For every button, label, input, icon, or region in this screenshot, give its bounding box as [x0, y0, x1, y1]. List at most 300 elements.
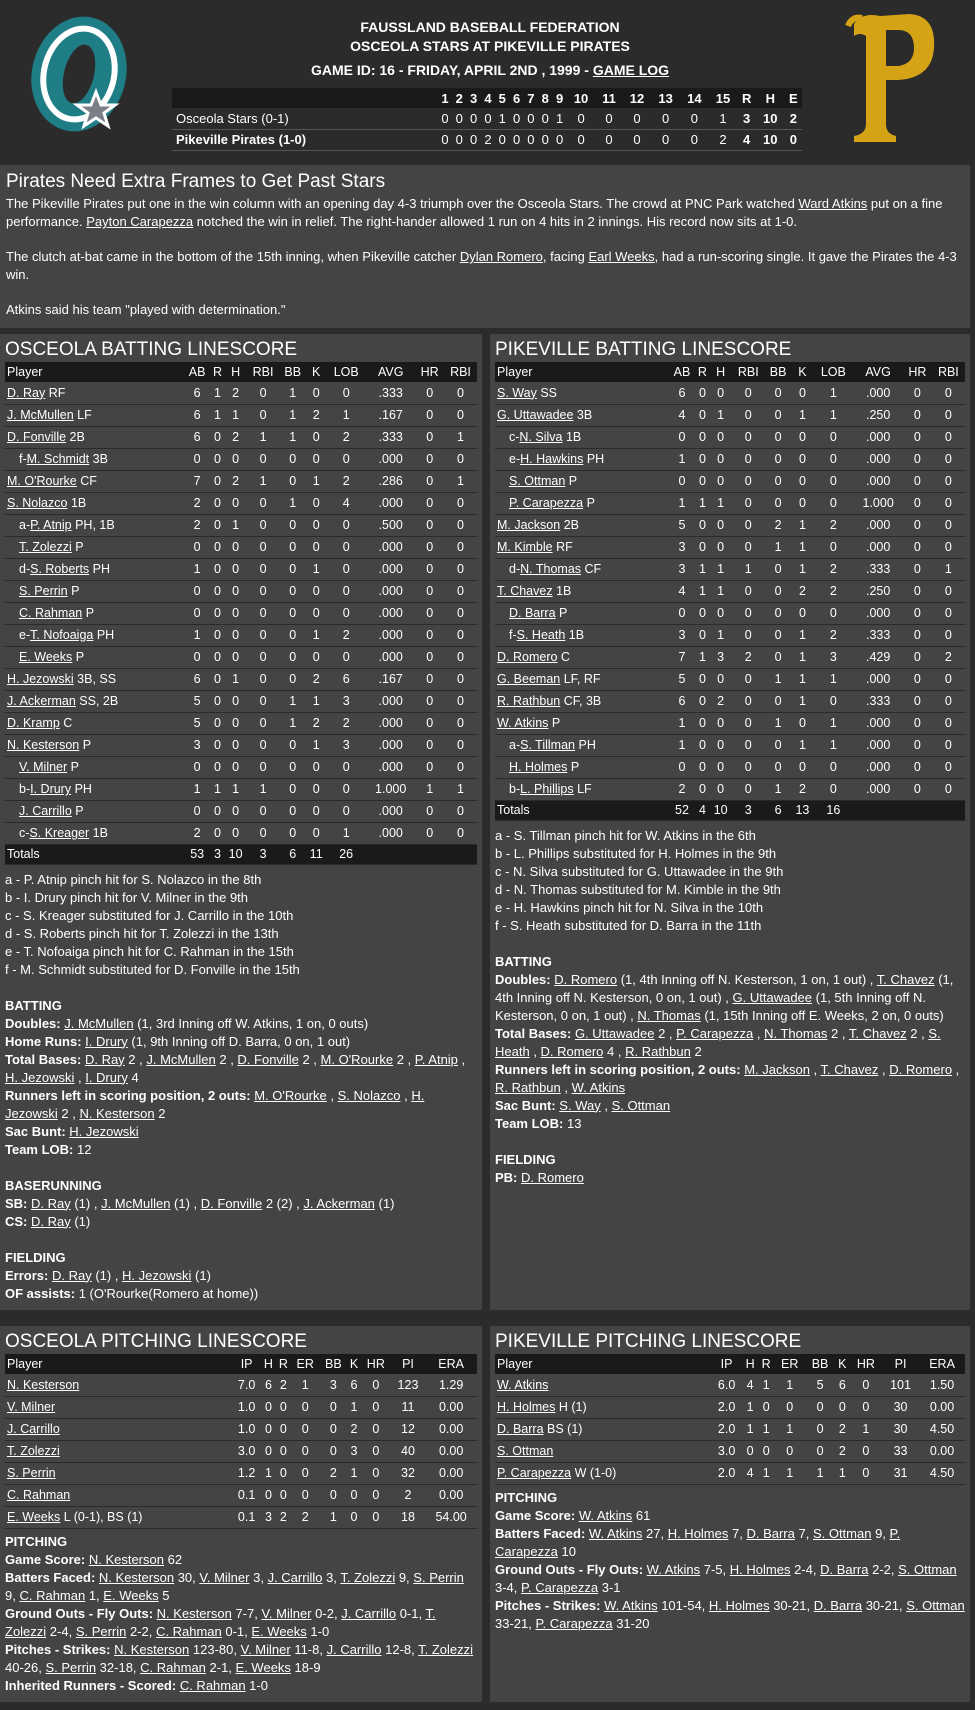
column-header: AVG	[853, 362, 903, 382]
player-link[interactable]: D. Romero	[521, 1169, 584, 1185]
player-link[interactable]: G. Uttawadee	[574, 1025, 655, 1041]
player-link[interactable]: E. Weeks	[103, 1587, 159, 1603]
player-link[interactable]: H. Holmes	[708, 1597, 770, 1613]
player-link[interactable]: S. Kreager	[29, 826, 90, 840]
player-link[interactable]: P. Carapezza	[497, 1466, 572, 1480]
stat-cell: 0	[210, 558, 224, 580]
player-link[interactable]: D. Ray	[51, 1267, 92, 1283]
player-row	[495, 470, 965, 492]
player-link[interactable]: T. Chavez	[497, 584, 553, 598]
player-link[interactable]: I. Drury	[85, 1033, 128, 1049]
player-link[interactable]: S. Roberts	[30, 562, 90, 576]
player-link[interactable]: P. Atnip	[414, 1051, 458, 1067]
stat-text: ,	[753, 1025, 765, 1041]
inning-header: 13	[651, 88, 680, 108]
player-row	[495, 602, 965, 624]
player-link[interactable]: N. Kesterson	[156, 1605, 232, 1621]
player-link[interactable]: N. Silva	[519, 430, 563, 444]
stat-label: Game Score:	[5, 1551, 89, 1567]
player-position: CF	[584, 562, 602, 576]
player-link[interactable]: T. Chavez	[820, 1061, 879, 1077]
stat-cell: 1	[695, 492, 709, 514]
stat-text: 7-7,	[231, 1605, 262, 1621]
player-link[interactable]: T. Zolezzi	[340, 1569, 396, 1585]
sub-prefix: a-	[19, 518, 31, 532]
player-link[interactable]: S. Perrin	[7, 1466, 56, 1480]
stat-cell: 1	[695, 558, 709, 580]
stat-label: SB:	[5, 1195, 31, 1211]
player-link[interactable]: I. Drury	[85, 1069, 128, 1085]
stat-cell: 0	[225, 756, 247, 778]
player-link[interactable]: J. Ackerman	[303, 1195, 375, 1211]
player-link[interactable]: G. Beeman	[497, 672, 561, 686]
player-link[interactable]: D. Fonville	[200, 1195, 263, 1211]
stat-cell: 2	[306, 712, 327, 734]
player-link[interactable]: D. Romero	[540, 1043, 604, 1059]
player-link[interactable]: V. Milner	[240, 1641, 291, 1657]
player-link[interactable]: V. Milner	[261, 1605, 312, 1621]
player-link[interactable]: H. Holmes	[667, 1525, 729, 1541]
player-link[interactable]: D. Ray	[84, 1051, 125, 1067]
stat-cell: 1	[758, 1462, 774, 1484]
pitcher-cell	[5, 1374, 232, 1396]
stat-cell: 1.000	[366, 778, 415, 800]
player-link[interactable]: C. Rahman	[7, 1488, 71, 1502]
player-link[interactable]: H. Jezowski	[7, 672, 74, 686]
stat-cell: 0	[444, 712, 477, 734]
player-link[interactable]: T. Chavez	[876, 971, 935, 987]
stat-text: 30,	[174, 1569, 200, 1585]
stat-cell: 0	[932, 470, 965, 492]
stat-cell: 0	[903, 734, 932, 756]
player-link[interactable]: J. Ackerman	[7, 694, 76, 708]
player-link[interactable]: D. Barra	[813, 1597, 863, 1613]
stat-cell: 0.00	[425, 1396, 477, 1418]
stat-line	[5, 1551, 477, 1569]
player-link[interactable]: P. Carapezza	[495, 1525, 901, 1559]
player-link[interactable]: S. Tillman	[520, 738, 576, 752]
player-link[interactable]: J. McMullen	[101, 1195, 171, 1211]
stat-cell: 0	[361, 1506, 391, 1528]
player-link[interactable]: W. Atkins	[497, 716, 549, 730]
player-link[interactable]: D. Barra	[497, 1422, 544, 1436]
player-link[interactable]: H. Holmes	[729, 1561, 791, 1577]
stat-cell: 0	[280, 646, 306, 668]
player-link[interactable]: S. Perrin	[75, 1623, 127, 1639]
player-link[interactable]: S. Perrin	[19, 584, 68, 598]
player-link[interactable]: T. Zolezzi	[418, 1641, 474, 1657]
panel-title: PIKEVILLE BATTING LINESCORE	[495, 339, 792, 360]
stat-cell: 0	[280, 668, 306, 690]
stat-text: (1, 4th Inning off N. Kesterson, 0 on, 1 out) ,	[495, 971, 954, 1005]
player-link[interactable]: G. Uttawadee	[497, 408, 574, 422]
player-link[interactable]: D. Romero	[554, 971, 618, 987]
stat-cell: 0	[415, 756, 444, 778]
column-header: HR	[850, 1354, 882, 1374]
player-link[interactable]: R. Rathbun	[625, 1043, 691, 1059]
stat-cell: .000	[853, 668, 903, 690]
pitching-table	[5, 1354, 477, 1529]
inning-runs: 0	[495, 129, 509, 150]
stat-cell: 0	[210, 624, 224, 646]
stat-label: Inherited Runners - Scored:	[5, 1677, 180, 1693]
stat-cell: 0	[903, 492, 932, 514]
player-link[interactable]: S. Perrin	[45, 1659, 97, 1675]
player-link[interactable]: S. Perrin	[413, 1569, 464, 1585]
player-link[interactable]: R. Rathbun	[495, 1079, 561, 1095]
player-link[interactable]: J. Carrillo	[326, 1641, 382, 1657]
stat-cell: 0	[320, 1418, 348, 1440]
stat-cell: 5	[669, 668, 696, 690]
player-link[interactable]: J. Carrillo	[7, 1422, 60, 1436]
player-link[interactable]: H. Jezowski	[5, 1069, 75, 1085]
player-link[interactable]: N. Thomas	[520, 562, 582, 576]
stat-cell: 32	[391, 1462, 425, 1484]
player-link[interactable]: S. Way	[497, 385, 537, 400]
player-link[interactable]: N. Kesterson	[98, 1569, 175, 1585]
stat-text: (1, 9th Inning off D. Barra, 0 on, 1 out)	[127, 1033, 351, 1049]
player-link[interactable]: P. Carapezza	[509, 496, 584, 510]
player-link[interactable]: V. Milner	[7, 1400, 56, 1414]
stat-cell: 2.0	[711, 1396, 742, 1418]
player-link[interactable]: E. Weeks	[251, 1623, 307, 1639]
player-link[interactable]: D. Barra	[509, 606, 556, 620]
stat-label: Runners left in scoring position, 2 outs:	[5, 1087, 255, 1103]
stat-cell: 1	[306, 690, 327, 712]
player-link[interactable]: D. Fonville	[237, 1051, 299, 1067]
player-link[interactable]: E. Weeks	[235, 1659, 291, 1675]
player-link[interactable]: W. Atkins	[604, 1597, 658, 1613]
player-link[interactable]: D. Romero	[889, 1061, 953, 1077]
player-link[interactable]: Dylan Romero	[459, 249, 543, 264]
stat-cell: 0	[444, 448, 477, 470]
stat-cell: 2	[835, 1418, 850, 1440]
player-link[interactable]: W. Atkins	[646, 1561, 701, 1577]
stat-cell: 0.1	[232, 1484, 261, 1506]
stat-cell: 0	[276, 1484, 291, 1506]
player-link[interactable]: D. Ray	[31, 1195, 71, 1211]
player-link[interactable]: J. McMullen	[64, 1015, 134, 1031]
total-cell	[932, 800, 965, 820]
stat-cell: .000	[853, 734, 903, 756]
stat-cell: 1	[765, 778, 792, 800]
stat-cell: 0	[225, 580, 247, 602]
stat-cell: 0	[326, 756, 366, 778]
player-link[interactable]: D. Romero	[497, 650, 558, 664]
stat-cell: 1	[835, 1462, 850, 1484]
player-link[interactable]: T. Chavez	[848, 1025, 907, 1041]
player-link[interactable]: E. Weeks	[7, 1510, 61, 1524]
pitcher-cell	[5, 1440, 232, 1462]
player-link[interactable]: H. Hawkins	[520, 452, 584, 466]
player-link[interactable]: H. Jezowski	[122, 1267, 192, 1283]
stat-cell: 1.0	[232, 1418, 261, 1440]
stat-cell: 33	[882, 1440, 919, 1462]
player-link[interactable]: H. Jezowski	[69, 1123, 139, 1139]
stat-cell: 0	[184, 448, 210, 470]
substitution-note: d - S. Roberts pinch hit for T. Zolezzi in the 13th	[5, 925, 279, 941]
player-link[interactable]: V. Milner	[19, 760, 68, 774]
stat-cell: 0	[903, 448, 932, 470]
stat-text: 32-18,	[96, 1659, 141, 1675]
stat-cell: 0	[225, 492, 247, 514]
player-link[interactable]: M. Schmidt	[26, 452, 90, 466]
player-link[interactable]: Payton Carapezza	[86, 214, 194, 229]
player-link[interactable]: P. Carapezza	[521, 1579, 599, 1595]
game-log-link[interactable]: GAME LOG	[592, 62, 670, 78]
inning-runs: 2	[709, 129, 738, 150]
player-link[interactable]: N. Thomas	[764, 1025, 828, 1041]
column-header: ERA	[425, 1354, 477, 1374]
player-link[interactable]: N. Kesterson	[79, 1105, 155, 1121]
player-position: CF, 3B	[563, 694, 602, 708]
player-link[interactable]: T. Zolezzi	[5, 1605, 436, 1639]
player-link[interactable]: S. Nolazco	[337, 1087, 401, 1103]
player-link[interactable]: Ward Atkins	[798, 196, 868, 211]
stat-cell: 1	[710, 492, 732, 514]
stat-cell: 0	[710, 382, 732, 404]
stat-cell: .333	[853, 624, 903, 646]
pikeville-batting-panel	[490, 334, 970, 1310]
stat-line	[5, 1605, 477, 1641]
substitution-note: a - P. Atnip pinch hit for S. Nolazco in the 8th	[5, 871, 262, 887]
stat-cell: 2	[306, 668, 327, 690]
batting-section	[495, 953, 965, 1133]
stat-cell: 0	[247, 514, 280, 536]
player-link[interactable]: M. O'Rourke	[7, 474, 77, 488]
stat-cell: 6	[184, 404, 210, 426]
player-link[interactable]: J. Carrillo	[19, 804, 72, 818]
stat-cell: 0	[791, 448, 813, 470]
player-link[interactable]: C. Rahman	[19, 606, 83, 620]
stat-cell: 1	[210, 404, 224, 426]
player-link[interactable]: H. Holmes	[497, 1400, 556, 1414]
player-link[interactable]: D. Barra	[746, 1525, 795, 1541]
player-link[interactable]: J. Carrillo	[341, 1605, 397, 1621]
recap-paragraph-1: The Pikeville Pirates put one in the win column with an opening day 4-3 triumph over the Osceola Stars. The crowd at PNC Park watched Ward Atkins put on a fine performance. Payton Carapezza notched the win in relief. The right-hander allowed 1 run on 4 hits in 2 innings. His record now sits at 1-0.	[6, 196, 943, 229]
player-link[interactable]: N. Kesterson	[7, 1377, 80, 1392]
stat-cell: 0	[306, 382, 327, 404]
inning-runs: 0	[509, 108, 523, 129]
stat-text: (1, 3rd Inning off W. Atkins, 1 on, 0 outs)	[133, 1015, 369, 1031]
stat-label: Pitches - Strikes:	[5, 1641, 115, 1657]
column-header: H	[710, 362, 732, 382]
inning-runs: 0	[452, 129, 466, 150]
player-link[interactable]: N. Thomas	[637, 1007, 701, 1023]
stat-cell: 4	[742, 1374, 758, 1396]
player-link[interactable]: C. Rahman	[19, 1587, 86, 1603]
player-link[interactable]: N. Kesterson	[7, 738, 80, 752]
column-header: LOB	[813, 362, 853, 382]
stat-cell: 0	[280, 822, 306, 844]
player-link[interactable]: H. Jezowski	[5, 1087, 425, 1121]
stat-cell: 1	[184, 558, 210, 580]
section-heading: BATTING	[495, 953, 552, 969]
stat-label: Doubles:	[5, 1015, 65, 1031]
player-link[interactable]: W. Atkins	[497, 1377, 549, 1392]
stat-cell: 0	[903, 404, 932, 426]
stat-cell: 3	[320, 1374, 348, 1396]
inning-runs: 0	[567, 129, 596, 150]
pitcher-cell	[495, 1418, 711, 1440]
stat-text: 2 ,	[654, 1025, 677, 1041]
stat-cell: 0	[280, 602, 306, 624]
stat-cell: 0	[850, 1462, 882, 1484]
stat-cell: 0	[306, 646, 327, 668]
player-position: PH, 1B	[75, 518, 115, 532]
team-column-header	[172, 88, 438, 108]
stat-text: 2-1,	[205, 1659, 236, 1675]
stat-cell: 0	[850, 1396, 882, 1418]
stat-cell: 0	[758, 1396, 774, 1418]
stat-label: OF assists:	[5, 1285, 79, 1301]
player-link[interactable]: E. Weeks	[19, 650, 73, 664]
player-link[interactable]: M. Jackson	[744, 1061, 810, 1077]
column-header: PI	[882, 1354, 919, 1374]
player-link[interactable]: W. Atkins	[588, 1525, 643, 1541]
player-link[interactable]: L. Phillips	[520, 782, 574, 796]
column-header: RBI	[444, 362, 477, 382]
total-cell: Totals	[5, 844, 184, 864]
player-link[interactable]: M. Kimble	[497, 540, 553, 554]
stat-cell: 1	[742, 1396, 758, 1418]
player-position: 1B	[92, 826, 108, 840]
stat-cell: 1	[774, 1374, 805, 1396]
stat-text: 123-80,	[189, 1641, 241, 1657]
inning-header: 5	[495, 88, 509, 108]
inning-header: 3	[466, 88, 480, 108]
player-link[interactable]: W. Atkins	[578, 1507, 633, 1523]
stat-cell: .000	[366, 734, 415, 756]
player-link[interactable]: T. Zolezzi	[7, 1444, 60, 1458]
stat-cell: .000	[366, 448, 415, 470]
player-link[interactable]: S. Heath	[516, 628, 566, 642]
stat-cell: 0	[932, 514, 965, 536]
player-link[interactable]: T. Nofoaiga	[30, 628, 94, 642]
player-position: LF	[77, 408, 92, 422]
player-link[interactable]: J. McMullen	[146, 1051, 216, 1067]
linescore-row	[172, 129, 802, 150]
player-position: P	[568, 474, 578, 488]
stat-cell: 0	[280, 734, 306, 756]
player-link[interactable]: J. Carrillo	[267, 1569, 323, 1585]
stat-cell: 0	[813, 778, 853, 800]
stat-cell: 0	[326, 448, 366, 470]
player-link[interactable]: P. Atnip	[30, 518, 72, 532]
stat-cell: 0	[932, 690, 965, 712]
player-link[interactable]: D. Kramp	[7, 716, 60, 730]
stat-cell: 0	[306, 822, 327, 844]
inning-header: 1	[438, 88, 452, 108]
stat-label: Team LOB:	[495, 1115, 567, 1131]
total-cell: 11	[306, 844, 327, 864]
player-link[interactable]: S. Ottman	[906, 1597, 965, 1613]
stat-cell: 0	[210, 646, 224, 668]
player-link[interactable]: N. Kesterson	[88, 1551, 164, 1567]
stat-cell: 1	[210, 382, 224, 404]
decision-note: H (1)	[558, 1400, 587, 1414]
stat-cell: 0	[247, 558, 280, 580]
stat-cell: 2	[225, 470, 247, 492]
player-link[interactable]: P. Carapezza	[676, 1025, 754, 1041]
pitcher-row	[495, 1396, 965, 1418]
stat-cell: 0	[261, 1484, 276, 1506]
player-link[interactable]: C. Rahman	[140, 1659, 206, 1675]
player-link[interactable]: S. Heath	[495, 1025, 941, 1059]
stat-cell: 0	[903, 778, 932, 800]
stat-cell: 0	[765, 690, 792, 712]
player-link[interactable]: S. Ottman	[497, 1444, 554, 1458]
stat-cell: 0	[903, 712, 932, 734]
player-link[interactable]: S. Ottman	[509, 474, 566, 488]
player-link[interactable]: P. Carapezza	[535, 1615, 613, 1631]
player-link[interactable]: J. McMullen	[7, 408, 74, 422]
pitcher-row	[5, 1462, 477, 1484]
player-link[interactable]: I. Drury	[30, 782, 72, 796]
stat-text: ,	[952, 1061, 960, 1077]
stat-text: 2	[690, 1043, 702, 1059]
player-link[interactable]: S. Ottman	[898, 1561, 957, 1577]
player-link[interactable]: S. Way	[559, 1097, 601, 1113]
player-link[interactable]: S. Ottman	[611, 1097, 671, 1113]
stat-cell: 0	[326, 580, 366, 602]
team-name: Osceola Stars (0-1)	[172, 108, 438, 129]
player-cell	[5, 558, 184, 580]
player-link[interactable]: S. Nolazco	[7, 496, 68, 510]
player-row	[5, 800, 477, 822]
stat-label: Team LOB:	[5, 1141, 77, 1157]
stat-cell: .167	[366, 668, 415, 690]
stat-cell: 3	[710, 646, 732, 668]
player-link[interactable]: G. Uttawadee	[732, 989, 813, 1005]
player-link[interactable]: Earl Weeks	[588, 249, 655, 264]
player-link[interactable]: D. Ray	[31, 1213, 71, 1229]
player-link[interactable]: M. Jackson	[497, 518, 561, 532]
stat-cell: 2	[765, 514, 792, 536]
totals-header: H	[756, 88, 785, 108]
player-link[interactable]: C. Rahman	[156, 1623, 222, 1639]
stat-cell: 0	[932, 492, 965, 514]
player-link[interactable]: H. Holmes	[509, 760, 568, 774]
player-link[interactable]: V. Milner	[199, 1569, 250, 1585]
player-link[interactable]: D. Fonville	[7, 430, 67, 444]
player-link[interactable]: R. Rathbun	[497, 694, 561, 708]
column-header: K	[791, 362, 813, 382]
stat-label: Doubles:	[495, 971, 555, 987]
player-link[interactable]: D. Barra	[820, 1561, 869, 1577]
stat-cell: .167	[366, 404, 415, 426]
player-link[interactable]: C. Rahman	[179, 1677, 246, 1693]
stat-cell: .000	[853, 602, 903, 624]
player-link[interactable]: W. Atkins	[571, 1079, 626, 1095]
player-link[interactable]: T. Zolezzi	[19, 540, 72, 554]
stat-cell: 0	[805, 1418, 835, 1440]
stat-cell: 0	[732, 492, 765, 514]
column-header: H	[742, 1354, 758, 1374]
player-link[interactable]: M. O'Rourke	[254, 1087, 327, 1103]
player-row	[5, 536, 477, 558]
totals-row	[495, 800, 965, 820]
player-link[interactable]: N. Kesterson	[114, 1641, 190, 1657]
stat-cell: 0	[903, 514, 932, 536]
stat-text: 2 ,	[393, 1051, 415, 1067]
player-link[interactable]: S. Ottman	[812, 1525, 872, 1541]
stat-cell: 1	[444, 426, 477, 448]
player-link[interactable]: M. O'Rourke	[320, 1051, 394, 1067]
player-link[interactable]: D. Ray	[7, 385, 46, 400]
stat-label: Errors:	[5, 1267, 52, 1283]
stat-cell: 0	[415, 668, 444, 690]
